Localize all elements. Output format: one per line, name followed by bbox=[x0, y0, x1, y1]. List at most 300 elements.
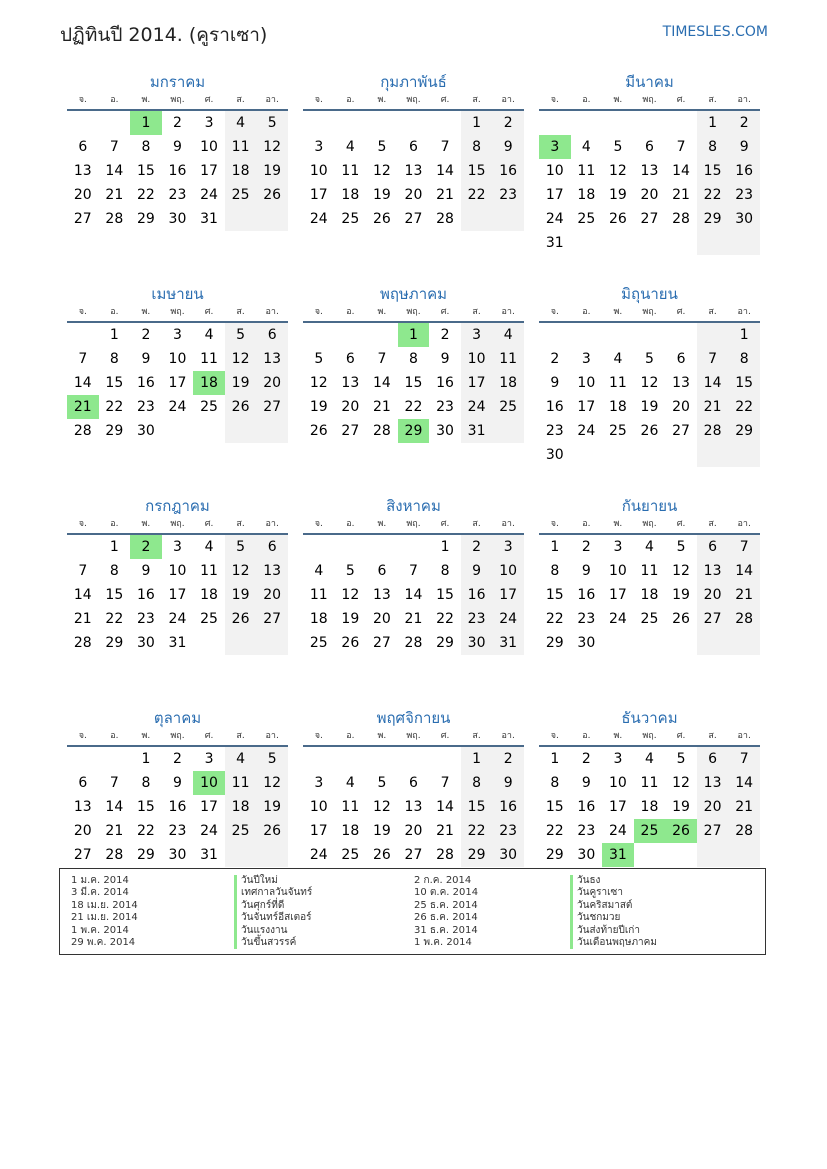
weekday-label: อา. bbox=[501, 307, 515, 317]
weekday-label: จ. bbox=[78, 519, 87, 529]
day-cell: 24 bbox=[200, 187, 218, 203]
day-cell: 4 bbox=[645, 751, 654, 767]
day-cell: 13 bbox=[404, 163, 423, 179]
day-cell: 26 bbox=[225, 607, 257, 631]
day-cell: 7 bbox=[377, 351, 387, 367]
day-cell: 19 bbox=[341, 611, 360, 627]
day-cell: 4 bbox=[645, 539, 654, 555]
day-cell: 22 bbox=[545, 823, 564, 839]
day-cell: 23 bbox=[545, 423, 564, 439]
day-cell: 11 bbox=[608, 375, 627, 391]
day-cell: 7 bbox=[78, 563, 88, 579]
day-cell: 9 bbox=[141, 563, 151, 579]
day-cell: 12 bbox=[372, 163, 391, 179]
day-cell: 12 bbox=[225, 347, 257, 371]
month-name: ตุลาคม bbox=[153, 709, 202, 727]
day-cell: 10 bbox=[309, 799, 328, 815]
empty-day-cell bbox=[256, 419, 288, 443]
day-cell: 5 bbox=[345, 563, 355, 579]
day-cell: 26 bbox=[341, 635, 360, 651]
day-cell: 6 bbox=[256, 535, 288, 559]
day-cell: 30 bbox=[136, 635, 155, 651]
day-cell: 15 bbox=[136, 799, 155, 815]
day-cell: 22 bbox=[404, 399, 423, 415]
weekday-label: อ. bbox=[582, 307, 591, 317]
day-cell: 14 bbox=[728, 771, 760, 795]
day-cell: 9 bbox=[728, 135, 760, 159]
weekday-label: พฤ. bbox=[170, 95, 185, 105]
day-cell: 24 bbox=[461, 395, 493, 419]
day-grid bbox=[67, 323, 288, 443]
day-cell: 21 bbox=[436, 823, 454, 839]
day-cell: 10 bbox=[577, 375, 596, 391]
day-cell: 2 bbox=[728, 111, 760, 135]
day-cell: 8 bbox=[109, 351, 119, 367]
day-cell: 23 bbox=[461, 607, 493, 631]
weekday-header bbox=[303, 730, 524, 747]
day-cell: 14 bbox=[73, 587, 92, 603]
holiday-date: 29 พ.ค. 2014 bbox=[71, 936, 136, 948]
day-cell: 13 bbox=[341, 375, 360, 391]
day-cell: 22 bbox=[436, 611, 454, 627]
day-cell: 25 bbox=[341, 847, 360, 863]
holiday-name: วันแรงงาน bbox=[234, 925, 312, 937]
day-cell: 1 bbox=[550, 539, 560, 555]
empty-day-cell bbox=[634, 111, 666, 135]
weekday-label: ศ. bbox=[676, 519, 686, 529]
day-cell: 31 bbox=[168, 635, 187, 651]
empty-day-cell bbox=[256, 631, 288, 655]
day-cell: 6 bbox=[697, 535, 729, 559]
day-cell: 11 bbox=[200, 563, 218, 579]
day-cell: 4 bbox=[345, 775, 355, 791]
empty-day-cell bbox=[225, 419, 257, 443]
day-cell: 1 bbox=[461, 111, 493, 135]
day-cell: 19 bbox=[608, 187, 627, 203]
weekday-label: ศ. bbox=[676, 307, 686, 317]
day-cell: 26 bbox=[665, 819, 697, 843]
holiday-name: วันจันทร์อีสเตอร์ bbox=[234, 912, 312, 924]
weekday-label: อา. bbox=[265, 519, 279, 529]
month-calendar bbox=[539, 72, 760, 284]
day-cell: 23 bbox=[577, 611, 596, 627]
day-cell: 24 bbox=[492, 607, 524, 631]
weekday-header bbox=[539, 306, 760, 323]
day-cell: 20 bbox=[256, 371, 288, 395]
weekday-label: อ. bbox=[346, 95, 355, 105]
day-cell: 8 bbox=[141, 775, 151, 791]
empty-day-cell bbox=[256, 843, 288, 867]
weekday-label: จ. bbox=[78, 731, 87, 741]
day-grid bbox=[67, 111, 288, 231]
day-cell: 25 bbox=[225, 183, 257, 207]
day-cell: 30 bbox=[545, 447, 564, 463]
day-cell: 28 bbox=[73, 635, 92, 651]
day-cell: 6 bbox=[645, 139, 654, 155]
day-cell: 5 bbox=[676, 539, 686, 555]
day-cell: 9 bbox=[581, 775, 591, 791]
day-cell: 29 bbox=[436, 635, 454, 651]
day-cell: 14 bbox=[697, 371, 729, 395]
day-cell: 6 bbox=[78, 139, 88, 155]
day-cell: 4 bbox=[225, 747, 257, 771]
day-cell: 18 bbox=[640, 799, 659, 815]
weekday-label: พฤ. bbox=[406, 95, 421, 105]
day-cell: 3 bbox=[492, 535, 524, 559]
day-cell: 12 bbox=[256, 135, 288, 159]
day-cell: 8 bbox=[109, 563, 119, 579]
day-cell: 18 bbox=[341, 187, 360, 203]
weekday-header bbox=[303, 518, 524, 535]
day-cell: 22 bbox=[105, 399, 124, 415]
weekday-header bbox=[67, 730, 288, 747]
day-cell: 16 bbox=[436, 375, 454, 391]
day-cell: 12 bbox=[309, 375, 328, 391]
empty-day-cell bbox=[335, 323, 367, 347]
day-cell: 10 bbox=[168, 351, 187, 367]
day-cell: 4 bbox=[613, 351, 623, 367]
day-cell: 20 bbox=[697, 795, 729, 819]
day-cell: 14 bbox=[436, 163, 454, 179]
day-cell: 8 bbox=[550, 775, 560, 791]
day-grid bbox=[303, 111, 524, 231]
weekday-label: พ. bbox=[141, 307, 151, 317]
weekday-label: ส. bbox=[236, 731, 245, 741]
day-cell: 28 bbox=[697, 419, 729, 443]
month-calendar bbox=[303, 284, 524, 496]
day-cell: 10 bbox=[492, 559, 524, 583]
day-cell: 2 bbox=[550, 351, 560, 367]
day-cell: 24 bbox=[608, 611, 627, 627]
holiday-date: 1 ม.ค. 2014 bbox=[71, 875, 129, 886]
day-cell: 27 bbox=[256, 607, 288, 631]
day-cell: 8 bbox=[461, 771, 493, 795]
day-cell: 4 bbox=[204, 327, 214, 343]
month-name: ธันวาคม bbox=[621, 709, 678, 727]
empty-day-cell bbox=[728, 231, 760, 255]
day-grid bbox=[539, 535, 760, 655]
day-cell: 6 bbox=[345, 351, 355, 367]
empty-day-cell bbox=[665, 231, 697, 255]
weekday-label: อา. bbox=[501, 731, 515, 741]
day-cell: 2 bbox=[581, 539, 591, 555]
weekday-label: จ. bbox=[314, 95, 323, 105]
day-cell: 7 bbox=[78, 351, 88, 367]
holiday-date: 10 ต.ค. 2014 bbox=[414, 887, 479, 899]
day-cell: 30 bbox=[577, 847, 596, 863]
day-cell: 19 bbox=[225, 371, 257, 395]
weekday-label: พ. bbox=[141, 95, 151, 105]
day-cell: 1 bbox=[550, 751, 560, 767]
day-cell: 19 bbox=[372, 187, 391, 203]
empty-day-cell bbox=[67, 747, 99, 771]
day-cell: 15 bbox=[136, 163, 155, 179]
weekday-label: พฤ. bbox=[406, 731, 421, 741]
month-name: เมษายน bbox=[151, 285, 204, 303]
day-cell: 8 bbox=[550, 563, 560, 579]
month-calendar bbox=[539, 496, 760, 708]
day-cell: 27 bbox=[256, 395, 288, 419]
day-cell: 21 bbox=[105, 187, 124, 203]
day-cell: 13 bbox=[73, 163, 92, 179]
day-cell: 18 bbox=[225, 795, 257, 819]
day-cell: 1 bbox=[697, 111, 729, 135]
day-cell: 3 bbox=[613, 751, 623, 767]
day-cell: 11 bbox=[200, 351, 218, 367]
day-cell: 13 bbox=[73, 799, 92, 815]
day-cell: 19 bbox=[256, 795, 288, 819]
weekday-label: ศ. bbox=[204, 95, 214, 105]
day-cell: 2 bbox=[173, 751, 182, 767]
empty-day-cell bbox=[697, 631, 729, 655]
day-cell: 17 bbox=[545, 187, 564, 203]
day-cell: 22 bbox=[461, 819, 493, 843]
day-cell: 14 bbox=[105, 799, 124, 815]
weekday-label: ศ. bbox=[204, 731, 214, 741]
weekday-label: จ. bbox=[550, 95, 559, 105]
empty-day-cell bbox=[366, 535, 398, 559]
weekday-label: พฤ. bbox=[170, 519, 185, 529]
holiday-date: 26 ธ.ค. 2014 bbox=[414, 912, 478, 924]
day-cell: 27 bbox=[73, 211, 92, 227]
day-cell: 29 bbox=[136, 211, 155, 227]
day-cell: 24 bbox=[577, 423, 596, 439]
day-cell: 17 bbox=[309, 823, 328, 839]
day-cell: 14 bbox=[372, 375, 391, 391]
month-name: พฤศจิกายน bbox=[376, 709, 451, 727]
day-cell: 27 bbox=[404, 847, 423, 863]
day-cell: 24 bbox=[168, 399, 187, 415]
day-cell: 25 bbox=[577, 211, 596, 227]
day-cell: 16 bbox=[728, 159, 760, 183]
weekday-label: พ. bbox=[377, 519, 387, 529]
holiday-name: วันศุกร์ที่ดี bbox=[234, 900, 312, 912]
holiday-name: วันคูราเซา bbox=[570, 887, 657, 899]
day-cell: 29 bbox=[461, 843, 493, 867]
day-cell: 27 bbox=[341, 423, 360, 439]
day-cell: 31 bbox=[492, 631, 524, 655]
day-cell: 17 bbox=[577, 399, 596, 415]
day-cell: 13 bbox=[256, 347, 288, 371]
month-calendar bbox=[303, 72, 524, 284]
day-cell: 15 bbox=[545, 587, 564, 603]
day-cell: 24 bbox=[168, 611, 187, 627]
empty-day-cell bbox=[461, 207, 493, 231]
day-cell: 11 bbox=[225, 135, 257, 159]
day-cell: 23 bbox=[168, 187, 187, 203]
holiday-name: เทศกาลวันจันทร์ bbox=[234, 887, 312, 899]
day-cell: 1 bbox=[398, 323, 430, 347]
day-cell: 26 bbox=[372, 211, 391, 227]
day-cell: 5 bbox=[256, 111, 288, 135]
day-cell: 13 bbox=[697, 559, 729, 583]
day-cell: 19 bbox=[225, 583, 257, 607]
day-cell: 7 bbox=[728, 747, 760, 771]
empty-day-cell bbox=[67, 535, 99, 559]
day-cell: 12 bbox=[672, 775, 690, 791]
weekday-label: อา. bbox=[265, 731, 279, 741]
month-calendar bbox=[539, 284, 760, 496]
day-cell: 13 bbox=[640, 163, 659, 179]
holiday-date: 31 ธ.ค. 2014 bbox=[414, 924, 478, 936]
day-cell: 15 bbox=[461, 795, 493, 819]
day-cell: 20 bbox=[404, 823, 423, 839]
weekday-label: อา. bbox=[501, 519, 515, 529]
day-cell: 5 bbox=[676, 751, 686, 767]
month-name: กุมภาพันธ์ bbox=[380, 73, 447, 91]
day-cell: 29 bbox=[697, 207, 729, 231]
empty-day-cell bbox=[429, 111, 461, 135]
day-cell: 19 bbox=[672, 587, 690, 603]
day-cell: 7 bbox=[676, 139, 686, 155]
day-cell: 10 bbox=[608, 563, 627, 579]
weekday-header bbox=[303, 94, 524, 111]
day-cell: 26 bbox=[256, 819, 288, 843]
day-cell: 8 bbox=[440, 563, 450, 579]
day-cell: 22 bbox=[697, 183, 729, 207]
day-cell: 31 bbox=[200, 211, 218, 227]
day-cell: 28 bbox=[672, 211, 690, 227]
day-cell: 5 bbox=[613, 139, 623, 155]
day-cell: 9 bbox=[173, 139, 182, 155]
day-cell: 15 bbox=[436, 587, 454, 603]
day-cell: 4 bbox=[204, 539, 214, 555]
weekday-label: อ. bbox=[346, 519, 355, 529]
day-cell: 14 bbox=[436, 799, 454, 815]
day-cell: 3 bbox=[314, 139, 324, 155]
day-cell: 16 bbox=[136, 375, 155, 391]
day-cell: 30 bbox=[136, 423, 155, 439]
holiday-date: 2 ก.ค. 2014 bbox=[414, 875, 472, 886]
holiday-name: วันเดือนพฤษภาคม bbox=[570, 937, 657, 949]
day-cell: 25 bbox=[309, 635, 328, 651]
day-cell: 15 bbox=[461, 159, 493, 183]
day-cell: 16 bbox=[492, 159, 524, 183]
holiday-date: 18 เม.ย. 2014 bbox=[71, 899, 138, 911]
day-cell: 30 bbox=[577, 635, 596, 651]
day-cell: 1 bbox=[440, 539, 450, 555]
weekday-label: อ. bbox=[582, 519, 591, 529]
weekday-label: ส. bbox=[236, 307, 245, 317]
weekday-label: ส. bbox=[708, 519, 717, 529]
month-calendar bbox=[67, 284, 288, 496]
weekday-label: อ. bbox=[582, 95, 591, 105]
day-cell: 29 bbox=[398, 419, 430, 443]
brand-link[interactable]: TIMESLES.COM bbox=[662, 24, 768, 40]
day-cell: 22 bbox=[105, 611, 124, 627]
day-cell: 20 bbox=[697, 583, 729, 607]
weekday-label: อ. bbox=[346, 731, 355, 741]
day-cell: 25 bbox=[200, 399, 218, 415]
day-cell: 15 bbox=[404, 375, 423, 391]
empty-day-cell bbox=[335, 747, 367, 771]
day-cell: 20 bbox=[341, 399, 360, 415]
month-name: มกราคม bbox=[149, 73, 206, 91]
day-cell: 16 bbox=[461, 583, 493, 607]
day-cell: 28 bbox=[436, 847, 454, 863]
weekday-label: พ. bbox=[613, 95, 623, 105]
day-cell: 4 bbox=[492, 323, 524, 347]
day-cell: 14 bbox=[672, 163, 690, 179]
day-cell: 3 bbox=[613, 539, 623, 555]
empty-day-cell bbox=[67, 323, 99, 347]
day-cell: 28 bbox=[73, 423, 92, 439]
day-cell: 17 bbox=[168, 587, 187, 603]
day-cell: 24 bbox=[545, 211, 564, 227]
empty-day-cell bbox=[225, 631, 257, 655]
empty-day-cell bbox=[728, 843, 760, 867]
empty-day-cell bbox=[366, 747, 398, 771]
month-calendar bbox=[303, 496, 524, 708]
empty-day-cell bbox=[193, 631, 225, 655]
empty-day-cell bbox=[728, 631, 760, 655]
day-cell: 4 bbox=[225, 111, 257, 135]
day-cell: 31 bbox=[461, 419, 493, 443]
day-cell: 3 bbox=[204, 751, 214, 767]
holiday-date: 21 เม.ย. 2014 bbox=[71, 912, 138, 924]
weekday-header bbox=[67, 518, 288, 535]
holiday-legend bbox=[59, 868, 766, 955]
day-cell: 17 bbox=[309, 187, 328, 203]
day-cell: 2 bbox=[141, 327, 151, 343]
month-name: กรกฎาคม bbox=[145, 497, 210, 515]
weekday-label: พ. bbox=[613, 519, 623, 529]
day-cell: 22 bbox=[545, 611, 564, 627]
day-cell: 11 bbox=[577, 163, 596, 179]
day-cell: 5 bbox=[256, 747, 288, 771]
day-cell: 2 bbox=[492, 111, 524, 135]
day-cell: 6 bbox=[409, 139, 418, 155]
day-cell: 26 bbox=[225, 395, 257, 419]
day-cell: 17 bbox=[168, 375, 187, 391]
empty-day-cell bbox=[539, 111, 571, 135]
empty-day-cell bbox=[602, 631, 634, 655]
day-cell: 12 bbox=[256, 771, 288, 795]
empty-day-cell bbox=[539, 323, 571, 347]
day-cell: 8 bbox=[461, 135, 493, 159]
day-cell: 24 bbox=[309, 211, 328, 227]
weekday-label: ศ. bbox=[676, 95, 686, 105]
day-cell: 24 bbox=[200, 823, 218, 839]
day-cell: 17 bbox=[200, 163, 218, 179]
weekday-label: พ. bbox=[377, 95, 387, 105]
weekday-label: จ. bbox=[314, 307, 323, 317]
day-cell: 25 bbox=[640, 611, 659, 627]
weekday-label: พ. bbox=[613, 731, 623, 741]
day-cell: 13 bbox=[372, 587, 391, 603]
weekday-label: พฤ. bbox=[406, 519, 421, 529]
holiday-name: วันชกมวย bbox=[570, 912, 657, 924]
day-cell: 17 bbox=[461, 371, 493, 395]
weekday-label: อา. bbox=[737, 95, 751, 105]
empty-day-cell bbox=[335, 535, 367, 559]
day-cell: 18 bbox=[225, 159, 257, 183]
weekday-label: อา. bbox=[265, 307, 279, 317]
weekday-label: อ. bbox=[346, 307, 355, 317]
day-cell: 28 bbox=[105, 847, 124, 863]
day-cell: 18 bbox=[640, 587, 659, 603]
holiday-name: วันธง bbox=[570, 875, 657, 887]
weekday-label: พฤ. bbox=[170, 731, 185, 741]
day-cell: 10 bbox=[200, 139, 218, 155]
empty-day-cell bbox=[697, 231, 729, 255]
day-cell: 10 bbox=[193, 771, 225, 795]
day-cell: 17 bbox=[492, 583, 524, 607]
day-cell: 12 bbox=[225, 559, 257, 583]
day-cell: 17 bbox=[608, 587, 627, 603]
day-cell: 5 bbox=[225, 323, 257, 347]
day-cell: 13 bbox=[697, 771, 729, 795]
